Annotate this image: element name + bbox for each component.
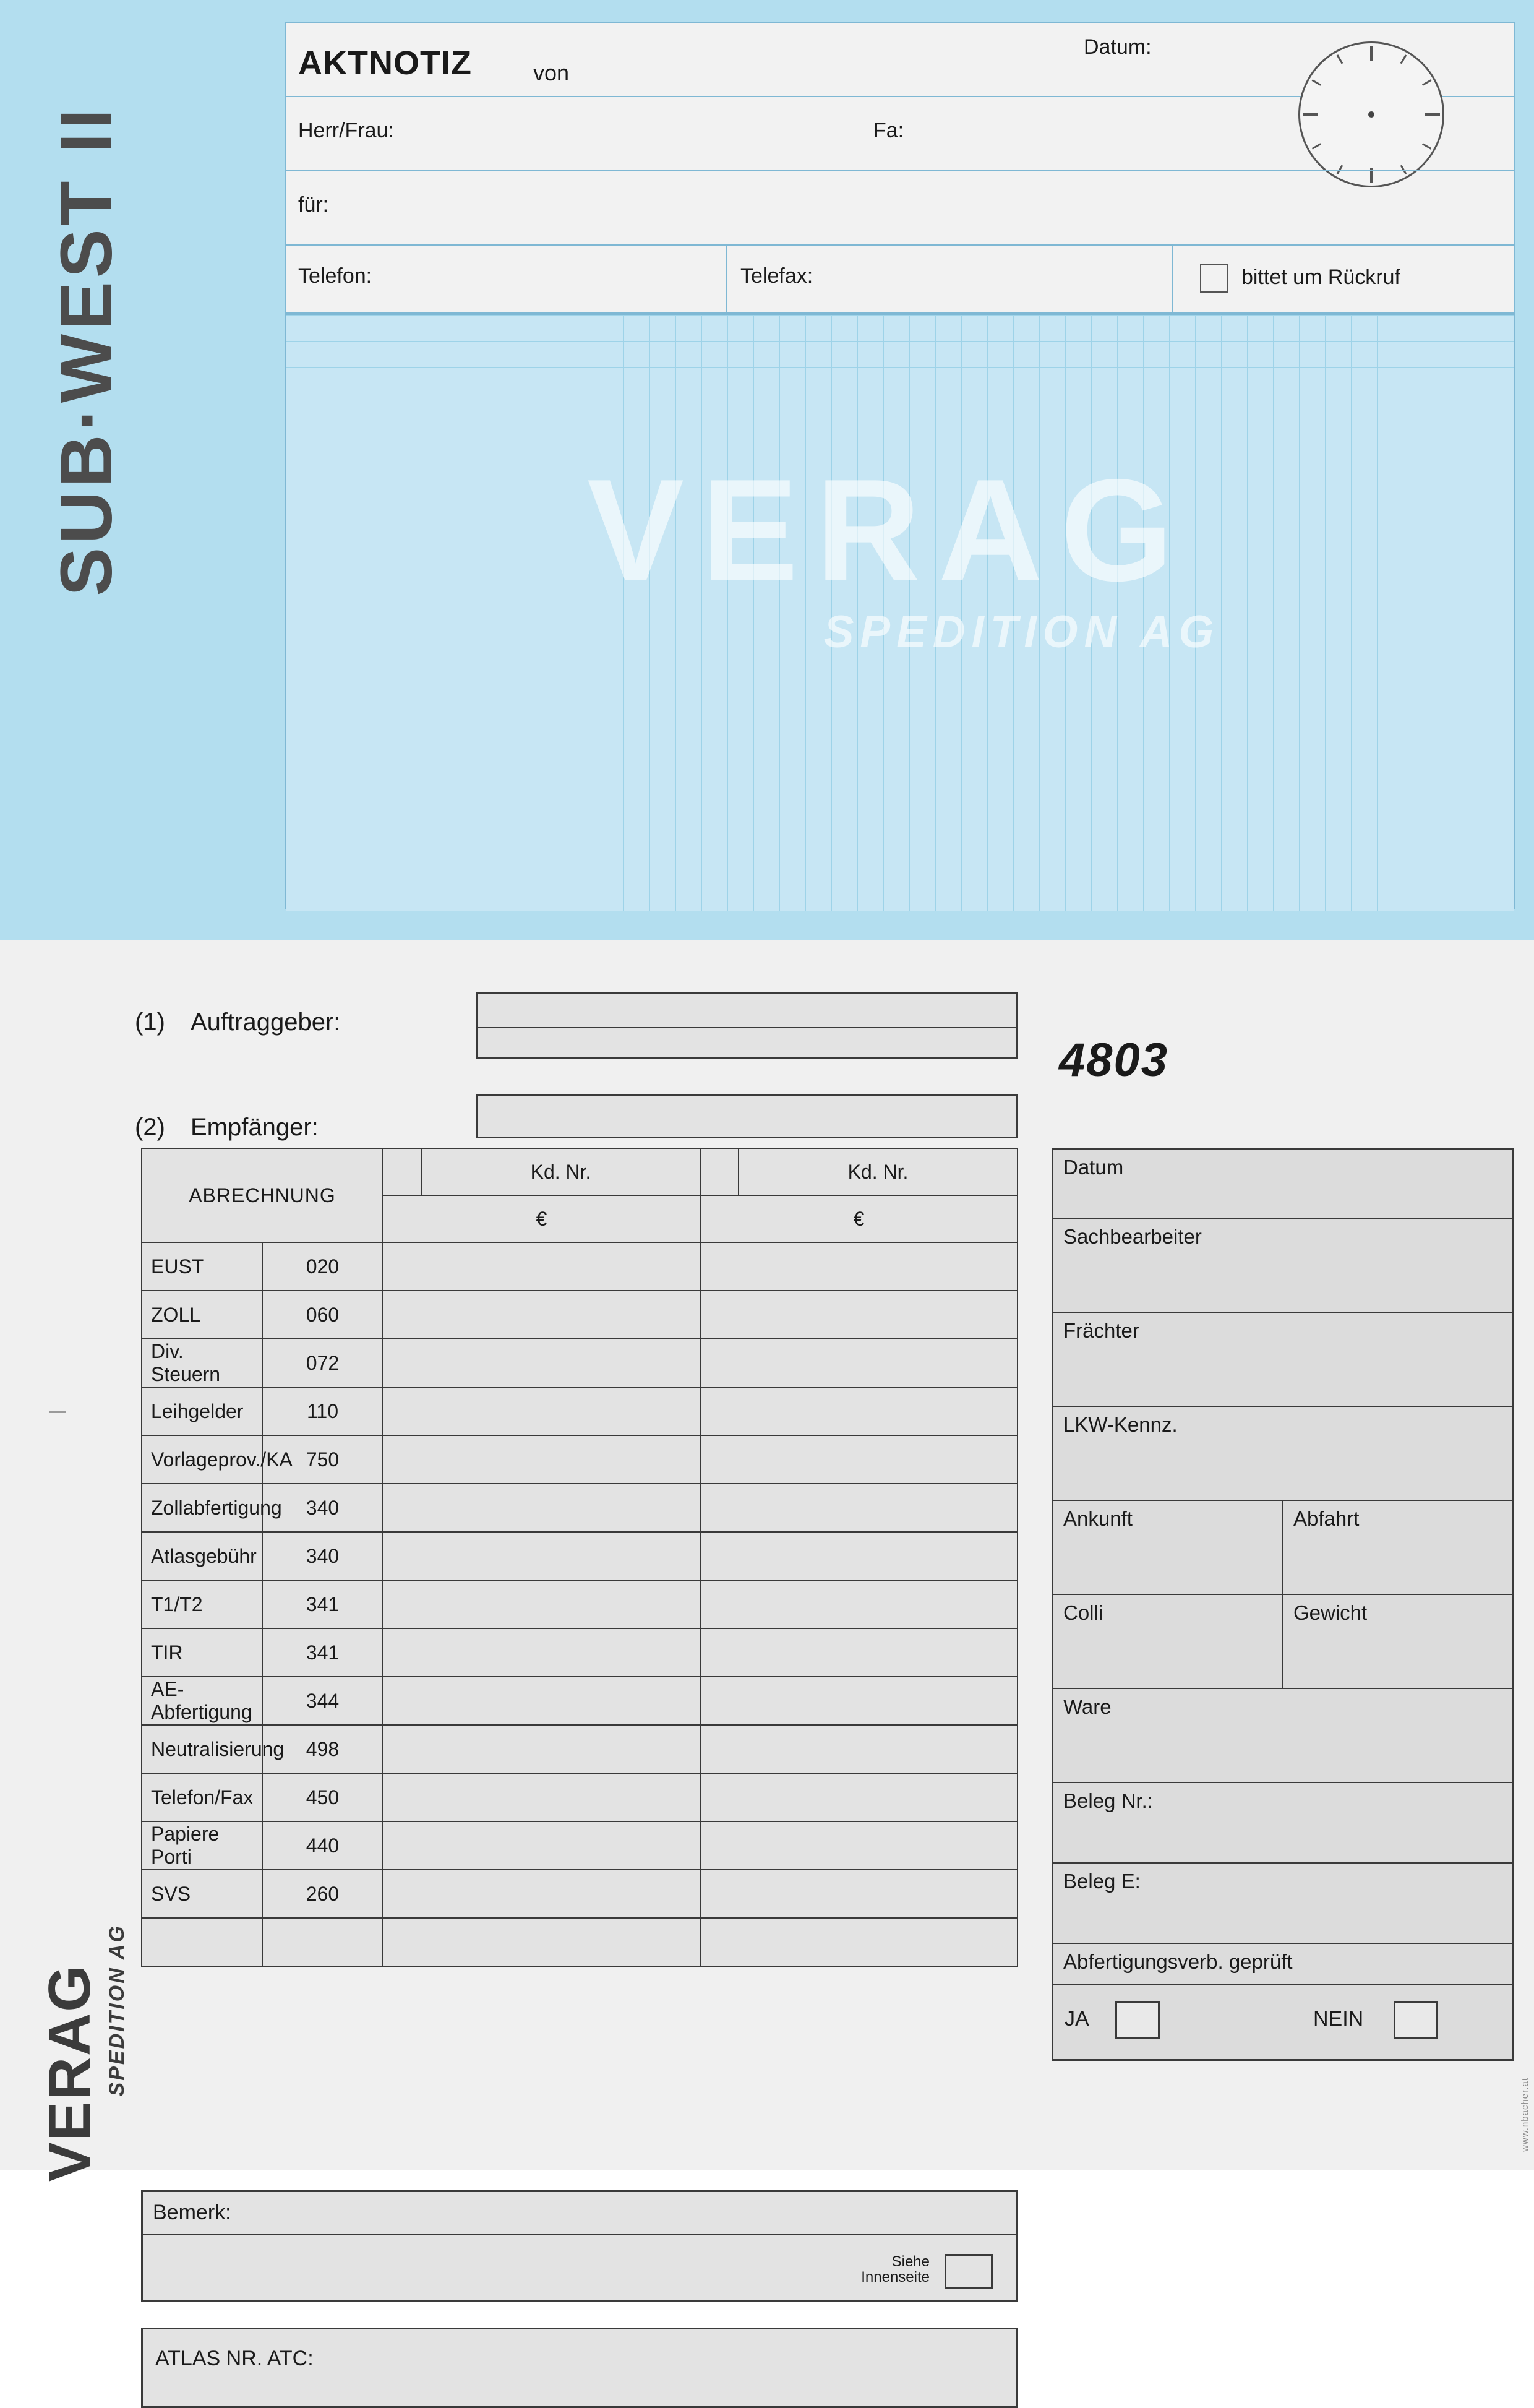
row-amount-cell-2[interactable]: [700, 1628, 1018, 1677]
table-row: [142, 1580, 1018, 1628]
side-brand-main: VERAG: [36, 1964, 103, 2182]
row-code-cell: 260: [262, 1870, 383, 1918]
row-name-cell: T1/T2: [142, 1580, 262, 1628]
currency-label-1: €: [383, 1195, 700, 1242]
row-code-cell: 341: [262, 1580, 383, 1628]
side-brand-sub: SPEDITION AG: [105, 1924, 129, 2096]
info-gewicht-label: Gewicht: [1293, 1601, 1368, 1624]
row-code-cell: 341: [262, 1628, 383, 1677]
row-code-cell: 020: [262, 1242, 383, 1291]
row-amount-cell-2[interactable]: [700, 1484, 1018, 1532]
info-datum-label: Datum: [1063, 1156, 1124, 1179]
atlas-box[interactable]: [141, 2328, 1018, 2408]
table-row: [142, 1870, 1018, 1918]
info-beleg-nr-field[interactable]: [1053, 1783, 1512, 1864]
row-code-cell: [262, 1918, 383, 1966]
row-amount-cell-1[interactable]: [383, 1580, 700, 1628]
row-amount-cell-1[interactable]: [383, 1628, 700, 1677]
info-datum-field[interactable]: [1053, 1150, 1512, 1219]
side-brand: [12, 1824, 155, 2182]
info-beleg-e-field[interactable]: [1053, 1864, 1512, 1944]
row-code-cell: 450: [262, 1773, 383, 1821]
ja-checkbox[interactable]: [1115, 2001, 1160, 2039]
row-amount-cell-2[interactable]: [700, 1291, 1018, 1339]
auftraggeber-label-group: [135, 1008, 340, 1036]
row-name-cell: ZOLL: [142, 1291, 262, 1339]
verag-watermark: [440, 449, 1337, 658]
info-abfertigung-label: Abfertigungsverb. geprüft: [1063, 1950, 1293, 1973]
row-amount-cell-2[interactable]: [700, 1870, 1018, 1918]
row-name-cell: Atlasgebühr: [142, 1532, 262, 1580]
datum-label: Datum:: [1084, 35, 1152, 59]
kd-nr-label-1: Kd. Nr.: [421, 1148, 700, 1195]
notes-grid-area[interactable]: [286, 314, 1514, 911]
row-name-cell: Neutralisierung: [142, 1725, 262, 1773]
table-row: [142, 1291, 1018, 1339]
nein-checkbox[interactable]: [1394, 2001, 1438, 2039]
info-lkw-kennz-label: LKW-Kennz.: [1063, 1413, 1178, 1436]
empfaenger-number: (2): [135, 1114, 165, 1141]
empfaenger-label: Empfänger:: [191, 1114, 319, 1141]
row-code-cell: 440: [262, 1821, 383, 1870]
abrechnung-rows: [142, 1242, 1018, 1966]
row-name-cell: Leihgelder: [142, 1387, 262, 1435]
info-ware-label: Ware: [1063, 1695, 1112, 1718]
info-gewicht-field[interactable]: [1283, 1595, 1512, 1688]
kd-nr-marker-1[interactable]: [383, 1148, 421, 1195]
table-row: [142, 1677, 1018, 1725]
info-sachbearbeiter-field[interactable]: [1053, 1219, 1512, 1313]
info-ankunft-label: Ankunft: [1063, 1507, 1133, 1530]
row-code-cell: 110: [262, 1387, 383, 1435]
herr-frau-label: Herr/Frau:: [298, 119, 394, 142]
row-amount-cell-1[interactable]: [383, 1725, 700, 1773]
row-amount-cell-1[interactable]: [383, 1677, 700, 1725]
bottom-form-section: [0, 940, 1534, 2370]
herr-frau-row[interactable]: [286, 97, 1514, 171]
auftraggeber-field[interactable]: [476, 992, 1018, 1059]
info-colli-label: Colli: [1063, 1601, 1103, 1624]
info-abfahrt-label: Abfahrt: [1293, 1507, 1360, 1530]
kd-nr-marker-2[interactable]: [700, 1148, 739, 1195]
info-ankunft-field[interactable]: [1053, 1501, 1283, 1594]
abrechnung-table: [141, 1148, 1018, 1967]
bemerk-box[interactable]: [141, 2190, 1018, 2302]
telefon-label: Telefon:: [298, 264, 372, 288]
row-amount-cell-2[interactable]: [700, 1242, 1018, 1291]
row-code-cell: 498: [262, 1725, 383, 1773]
row-name-cell: Div. Steuern: [142, 1339, 262, 1387]
info-ware-field[interactable]: [1053, 1689, 1512, 1783]
row-amount-cell-2[interactable]: [700, 1532, 1018, 1580]
row-code-cell: 344: [262, 1677, 383, 1725]
row-amount-cell-1[interactable]: [383, 1484, 700, 1532]
divider: [478, 1027, 1016, 1028]
table-row: [142, 1339, 1018, 1387]
empfaenger-label-group: [135, 1114, 319, 1142]
form-number: 4803: [1059, 1034, 1169, 1086]
nein-label: NEIN: [1313, 2007, 1364, 2031]
row-amount-cell-1[interactable]: [383, 1870, 700, 1918]
fuer-label: für:: [298, 193, 329, 217]
row-name-cell: AE-Abfertigung: [142, 1677, 262, 1725]
row-amount-cell-1[interactable]: [383, 1773, 700, 1821]
row-code-cell: 072: [262, 1339, 383, 1387]
rueckruf-checkbox[interactable]: [1200, 264, 1228, 293]
aktnotiz-title-row: [286, 23, 1514, 97]
table-row: [142, 1387, 1018, 1435]
row-amount-cell-1[interactable]: [383, 1291, 700, 1339]
telefon-telefax-row[interactable]: [286, 246, 1514, 314]
table-row: [142, 1773, 1018, 1821]
info-sachbearbeiter-label: Sachbearbeiter: [1063, 1225, 1202, 1248]
aktnotiz-title: AKTNOTIZ: [298, 45, 472, 82]
row-name-cell: EUST: [142, 1242, 262, 1291]
row-code-cell: 750: [262, 1435, 383, 1484]
bemerk-label: Bemerk:: [153, 2201, 231, 2224]
table-row: [142, 1821, 1018, 1870]
info-abfertigung-label-row: [1053, 1944, 1512, 1985]
table-row: [142, 1435, 1018, 1484]
row-amount-cell-2[interactable]: [700, 1773, 1018, 1821]
aktnotiz-form-card: [285, 22, 1515, 909]
auftraggeber-label: Auftraggeber:: [191, 1008, 341, 1036]
row-amount-cell-2[interactable]: [700, 1821, 1018, 1870]
siehe-line-2: Innenseite: [861, 2269, 930, 2286]
top-blue-section: [0, 0, 1534, 940]
table-row: [142, 1532, 1018, 1580]
info-beleg-nr-label: Beleg Nr.:: [1063, 1789, 1153, 1812]
telefax-label: Telefax:: [740, 264, 813, 288]
empfaenger-field[interactable]: [476, 1094, 1018, 1138]
row-name-cell: Vorlageprov./KA: [142, 1435, 262, 1484]
row-name-cell: TIR: [142, 1628, 262, 1677]
info-fraechter-field[interactable]: [1053, 1313, 1512, 1407]
row-amount-cell-2[interactable]: [700, 1435, 1018, 1484]
table-header-row: [142, 1148, 1018, 1195]
row-amount-cell-1[interactable]: [383, 1387, 700, 1435]
printer-credit: www.nbacher.at: [1520, 2078, 1530, 2152]
info-beleg-e-label: Beleg E:: [1063, 1870, 1141, 1893]
row-amount-cell-2[interactable]: [700, 1918, 1018, 1966]
row-amount-cell-1[interactable]: [383, 1821, 700, 1870]
row-amount-cell-2[interactable]: [700, 1580, 1018, 1628]
row-amount-cell-2[interactable]: [700, 1339, 1018, 1387]
row-code-cell: 060: [262, 1291, 383, 1339]
row-amount-cell-1[interactable]: [383, 1918, 700, 1966]
row-amount-cell-1[interactable]: [383, 1339, 700, 1387]
rueckruf-label: bittet um Rückruf: [1241, 265, 1400, 289]
row-amount-cell-1[interactable]: [383, 1532, 700, 1580]
row-amount-cell-2[interactable]: [700, 1387, 1018, 1435]
row-code-cell: 340: [262, 1532, 383, 1580]
atlas-label: ATLAS NR. ATC:: [155, 2347, 314, 2370]
ja-label: JA: [1065, 2007, 1089, 2031]
table-row: [142, 1918, 1018, 1966]
info-colli-field[interactable]: [1053, 1595, 1283, 1688]
info-panel: [1052, 1148, 1514, 2061]
divider: [726, 246, 727, 314]
divider: [1172, 246, 1173, 314]
siehe-innenseite-checkbox[interactable]: [945, 2254, 993, 2289]
row-code-cell: 340: [262, 1484, 383, 1532]
row-name-cell: [142, 1918, 262, 1966]
siehe-line-1: Siehe: [891, 2253, 930, 2270]
row-name-cell: Zollabfertigung: [142, 1484, 262, 1532]
watermark-main: VERAG: [587, 449, 1191, 611]
aktnotiz-von-label: von: [533, 60, 570, 85]
table-row: [142, 1628, 1018, 1677]
info-abfahrt-field[interactable]: [1283, 1501, 1512, 1594]
table-row: [142, 1725, 1018, 1773]
kd-nr-label-2: Kd. Nr.: [739, 1148, 1018, 1195]
divider: [143, 2234, 1016, 2235]
row-name-cell: Telefon/Fax: [142, 1773, 262, 1821]
fuer-row[interactable]: [286, 171, 1514, 246]
row-amount-cell-1[interactable]: [383, 1242, 700, 1291]
siehe-innenseite-label: [861, 2254, 930, 2285]
fa-label: Fa:: [873, 119, 904, 142]
abrechnung-title: ABRECHNUNG: [142, 1148, 383, 1242]
fold-tick-mark: [49, 1411, 66, 1413]
table-row: [142, 1242, 1018, 1291]
info-fraechter-label: Frächter: [1063, 1319, 1139, 1342]
spine-title-text: SUB·WEST II: [46, 105, 127, 596]
info-lkw-kennz-field[interactable]: [1053, 1407, 1512, 1501]
auftraggeber-number: (1): [135, 1008, 165, 1036]
info-colli-gewicht-row: [1053, 1595, 1512, 1689]
row-name-cell: Papiere Porti: [142, 1821, 262, 1870]
spine-title: [25, 105, 148, 879]
row-amount-cell-2[interactable]: [700, 1725, 1018, 1773]
info-ja-nein-row: [1053, 1985, 1512, 2059]
watermark-sub: SPEDITION AG: [823, 607, 1220, 657]
currency-label-2: €: [700, 1195, 1018, 1242]
row-amount-cell-1[interactable]: [383, 1435, 700, 1484]
row-name-cell: SVS: [142, 1870, 262, 1918]
table-row: [142, 1484, 1018, 1532]
info-ankunft-abfahrt-row: [1053, 1501, 1512, 1595]
row-amount-cell-2[interactable]: [700, 1677, 1018, 1725]
